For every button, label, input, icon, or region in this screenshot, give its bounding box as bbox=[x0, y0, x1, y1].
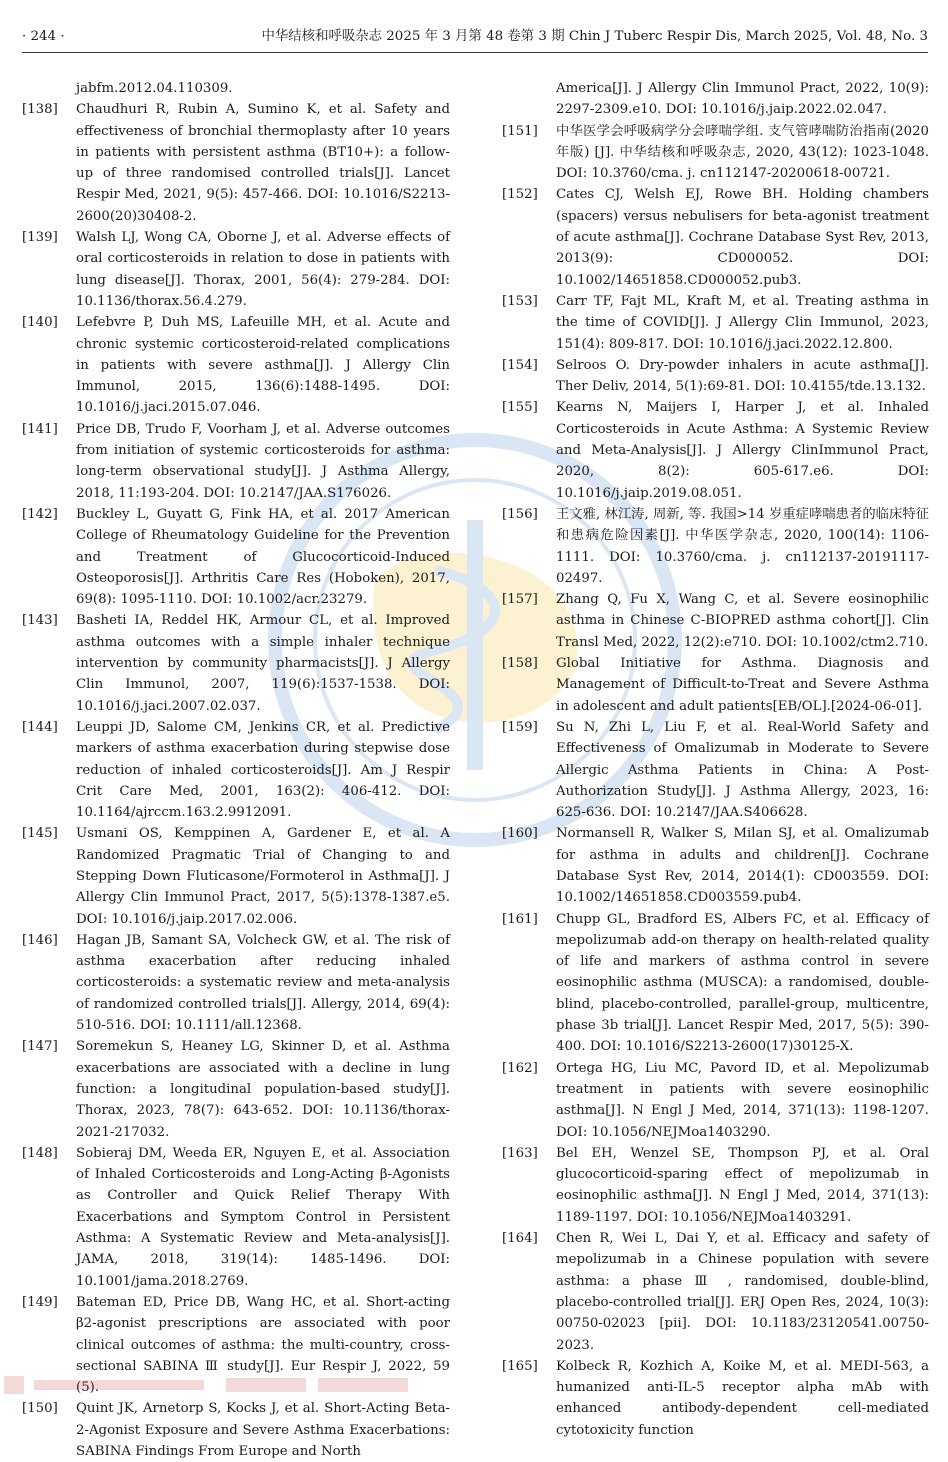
reference-text: Bateman ED, Price DB, Wang HC, et al. Short-acting β2-agonist prescriptions are associated with poor clinical outcomes of asthma: the multi-country, cross-sectional SABINA Ⅲ study[J]. Eur Respir J, 2022, 59 (5). bbox=[76, 1294, 450, 1396]
reference-number: [154] bbox=[502, 357, 538, 373]
reference-text: 王文雅, 林江涛, 周新, 等. 我国>14 岁重症哮喘患者的临床特征和患病危险因素[J]. 中华医学杂志, 2020, 100(14): 1106-1111. DOI: 10.3760/cma. j. cn112137-20191117-02497. bbox=[556, 506, 929, 586]
reference-item bbox=[22, 1036, 450, 1142]
reference-item bbox=[502, 504, 929, 589]
reference-item bbox=[502, 653, 929, 717]
reference-text: Chaudhuri R, Rubin A, Sumino K, et al. Safety and effectiveness of bronchial thermoplasty after 10 years in patients with persistent asthma (BT10+): a follow-up of three randomised controlled trials[J]. Lancet Respir Med, 2021, 9(5): 457-466. DOI: 10.1016/S2213-2600(20)30408-2. bbox=[76, 102, 450, 224]
reference-number: [141] bbox=[22, 421, 58, 437]
reference-text: Global Initiative for Asthma. Diagnosis and Management of Difficult-to-Treat and Severe Asthma in adolescent and adult patients[EB/OL].[2024-06-01]. bbox=[556, 656, 929, 714]
reference-number: [152] bbox=[502, 187, 538, 203]
reference-text: Sobieraj DM, Weeda ER, Nguyen E, et al. Association of Inhaled Corticosteroids and Long-Acting β-Agonists as Controller and Quick Relief Therapy With Exacerbations and Symptom Control in Persistent Asthma: A Systematic Review and Meta-analysis[J]. JAMA, 2018, 319(14): 1485-1496. DOI: 10.1001/jama.2018.2769. bbox=[76, 1145, 450, 1289]
reference-item bbox=[22, 823, 450, 929]
reference-item bbox=[22, 227, 450, 312]
reference-number: [146] bbox=[22, 932, 58, 948]
reference-text: Usmani OS, Kemppinen A, Gardener E, et al. A Randomized Pragmatic Trial of Changing to and Stepping Down Fluticasone/Formoterol in Asthma[J]. J Allergy Clin Immunol Pract, 2017, 5(5):1378-1387.e5. DOI: 10.1016/j.jaip.2017.02.006. bbox=[76, 826, 450, 927]
reference-text: Su N, Zhi L, Liu F, et al. Real-World Safety and Effectiveness of Omalizumab in Moderate to Severe Allergic Asthma Patients in China: A Post-Authorization Study[J]. J Asthma Allergy, 2023, 16: 625-636. DOI: 10.2147/JAA.S406628. bbox=[556, 719, 929, 821]
reference-number: [151] bbox=[502, 123, 538, 139]
reference-number: [148] bbox=[22, 1145, 58, 1161]
reference-text: Zhang Q, Fu X, Wang C, et al. Severe eosinophilic asthma in Chinese C-BIOPRED asthma cohort[J]. Clin Transl Med, 2022, 12(2):e710. DOI: 10.1002/ctm2.710. bbox=[556, 592, 929, 650]
reference-text: Soremekun S, Heaney LG, Skinner D, et al. Asthma exacerbations are associated with a decline in lung function: a longitudinal population-based study[J]. Thorax, 2023, 78(7): 643-652. DOI: 10.1136/thorax-2021-217032. bbox=[76, 1039, 450, 1140]
reference-text: Chupp GL, Bradford ES, Albers FC, et al. Efficacy of mepolizumab add-on therapy on health-related quality of life and markers of asthma control in severe eosinophilic asthma (MUSCA): a randomised, double-blind, placebo-controlled, parallel-group, multicentre, phase 3b trial[J]. Lancet Respir Med, 2017, 5(5): 390-400. DOI: 10.1016/S2213-2600(17)30125-X. bbox=[556, 911, 929, 1055]
reference-number: [162] bbox=[502, 1060, 538, 1076]
reference-item bbox=[502, 823, 929, 908]
reference-text: Kolbeck R, Kozhich A, Koike M, et al. MEDI-563, a humanized anti-IL-5 receptor alpha mAb with enhanced antibody-dependent cell-mediated cytotoxicity function bbox=[556, 1358, 929, 1438]
reference-item bbox=[502, 397, 929, 503]
reference-item bbox=[22, 504, 450, 610]
reference-number: [142] bbox=[22, 506, 58, 522]
reference-item bbox=[502, 1228, 929, 1356]
reference-number: [143] bbox=[22, 613, 58, 629]
reference-text: Chen R, Wei L, Dai Y, et al. Efficacy and safety of mepolizumab in a Chinese population with severe asthma: a phase Ⅲ , randomised, double-blind, placebo-controlled trial[J]. ERJ Open Res, 2024, 10(3): 00750-02023 [pii]. DOI: 10.1183/23120541.00750-2023. bbox=[556, 1231, 929, 1353]
page-header bbox=[22, 26, 928, 48]
reference-text: Ortega HG, Liu MC, Pavord ID, et al. Mepolizumab treatment in patients with severe eosinophilic asthma[J]. N Engl J Med, 2014, 371(13): 1198-1207. DOI: 10.1056/NEJMoa1403290. bbox=[556, 1060, 929, 1140]
reference-number: [161] bbox=[502, 911, 538, 927]
reference-text: Quint JK, Arnetorp S, Kocks J, et al. Short-Acting Beta-2-Agonist Exposure and Severe Asthma Exacerbations: SABINA Findings From Europe and North bbox=[76, 1401, 450, 1459]
reference-number: [156] bbox=[502, 506, 538, 522]
reference-item bbox=[502, 184, 929, 290]
reference-number: [155] bbox=[502, 400, 538, 416]
reference-number: [149] bbox=[22, 1294, 58, 1310]
reference-item bbox=[502, 589, 929, 653]
reference-item bbox=[502, 1058, 929, 1143]
reference-text: Carr TF, Fajt ML, Kraft M, et al. Treating asthma in the time of COVID[J]. J Allergy Clin Immunol, 2023, 151(4): 809-817. DOI: 10.1016/j.jaci.2022.12.800. bbox=[556, 293, 929, 352]
reference-number: [164] bbox=[502, 1231, 538, 1247]
reference-number: [139] bbox=[22, 230, 58, 246]
reference-number: [147] bbox=[22, 1039, 58, 1055]
reference-text: Kearns N, Maijers I, Harper J, et al. Inhaled Corticosteroids in Acute Asthma: A Systemic Review and Meta-Analysis[J]. J Allergy ClinImmunol Pract, 2020, 8(2): 605-617.e6. DOI: 10.1016/j.jaip.2019.08.051. bbox=[556, 400, 929, 501]
reference-item bbox=[22, 312, 450, 418]
reference-number: [157] bbox=[502, 592, 538, 608]
reference-text: Leuppi JD, Salome CM, Jenkins CR, et al. Predictive markers of asthma exacerbation during stepwise dose reduction of inhaled corticosteroids[J]. Am J Respir Crit Care Med, 2001, 163(2): 406-412. DOI: 10.1164/ajrccm.163.2.9912091. bbox=[76, 719, 450, 821]
reference-item bbox=[502, 121, 929, 185]
reference-text: Cates CJ, Welsh EJ, Rowe BH. Holding chambers (spacers) versus nebulisers for beta-agonist treatment of acute asthma[J]. Cochrane Database Syst Rev, 2013, 2013(9): CD000052. DOI: 10.1002/14651858.CD000052.pub3. bbox=[556, 187, 929, 288]
reference-number: [145] bbox=[22, 826, 58, 842]
page-number: · 244 · bbox=[22, 29, 65, 44]
reference-item bbox=[502, 717, 929, 823]
reference-text: Selroos O. Dry-powder inhalers in acute asthma[J]. Ther Deliv, 2014, 5(1):69-81. DOI: 10.4155/tde.13.132. bbox=[556, 357, 929, 395]
reference-text: Bel EH, Wenzel SE, Thompson PJ, et al. Oral glucocorticoid-sparing effect of mepolizumab in eosinophilic asthma[J]. N Engl J Med, 2014, 371(13): 1189-1197. DOI: 10.1056/NEJMoa1403291. bbox=[556, 1145, 929, 1225]
reference-text: Basheti IA, Reddel HK, Armour CL, et al. Improved asthma outcomes with a simple inhaler technique intervention by community pharmacists[J]. J Allergy Clin Immunol, 2007, 119(6):1537-1538. DOI: 10.1016/j.jaci.2007.02.037. bbox=[76, 613, 450, 714]
reference-item bbox=[22, 1143, 450, 1292]
reference-item bbox=[502, 1143, 929, 1228]
reference-item bbox=[22, 1398, 450, 1462]
reference-item bbox=[22, 930, 450, 1036]
reference-item bbox=[502, 291, 929, 355]
reference-item bbox=[22, 717, 450, 823]
reference-text: 中华医学会呼吸病学分会哮喘学组. 支气管哮喘防治指南(2020 年版) [J]. 中华结核和呼吸杂志, 2020, 43(12): 1023-1048. DOI: 10.3760/cma. j. cn112147-20200618-00721. bbox=[556, 123, 929, 182]
journal-citation-line: 中华结核和呼吸杂志 2025 年 3 月第 48 卷第 3 期 Chin J Tuberc Respir Dis, March 2025, Vol. 48, No. 3 bbox=[261, 29, 928, 44]
reference-item bbox=[22, 78, 450, 99]
references-column-left bbox=[22, 78, 450, 1462]
reference-text: Price DB, Trudo F, Voorham J, et al. Adverse outcomes from initiation of systemic corticosteroids for asthma: long-term observational study[J]. J Asthma Allergy, 2018, 11:193-204. DOI: 10.2147/JAA.S176026. bbox=[76, 421, 450, 501]
reference-item bbox=[22, 1292, 450, 1398]
reference-text: Lefebvre P, Duh MS, Lafeuille MH, et al. Acute and chronic systemic corticosteroid-related complications in patients with severe asthma[J]. J Allergy Clin Immunol, 2015, 136(6):1488-1495. DOI: 10.1016/j.jaci.2015.07.046. bbox=[76, 315, 450, 416]
reference-item bbox=[502, 1356, 929, 1441]
header-rule bbox=[22, 52, 928, 53]
reference-item bbox=[22, 99, 450, 227]
reference-number: [150] bbox=[22, 1401, 58, 1417]
reference-text: America[J]. J Allergy Clin Immunol Pract, 2022, 10(9): 2297-2309.e10. DOI: 10.1016/j.jaip.2022.02.047. bbox=[556, 81, 929, 118]
reference-number: [160] bbox=[502, 826, 538, 842]
reference-number: [153] bbox=[502, 293, 538, 309]
reference-number: [144] bbox=[22, 719, 58, 735]
reference-item bbox=[502, 355, 929, 398]
reference-number: [165] bbox=[502, 1358, 538, 1374]
reference-number: [158] bbox=[502, 656, 538, 672]
reference-text: Walsh LJ, Wong CA, Oborne J, et al. Adverse effects of oral corticosteroids in relation to dose in patients with lung disease[J]. Thorax, 2001, 56(4): 279-284. DOI: 10.1136/thorax.56.4.279. bbox=[76, 230, 450, 309]
reference-item bbox=[22, 419, 450, 504]
reference-text: Buckley L, Guyatt G, Fink HA, et al. 2017 American College of Rheumatology Guideline for the Prevention and Treatment of Glucocorticoid-Induced Osteoporosis[J]. Arthritis Care Res (Hoboken), 2017, 69(8): 1095-1110. DOI: 10.1002/acr.23279. bbox=[76, 506, 450, 608]
reference-item bbox=[502, 78, 929, 121]
reference-item bbox=[502, 909, 929, 1058]
reference-text: Hagan JB, Samant SA, Volcheck GW, et al. The risk of asthma exacerbation after reducing inhaled corticosteroids: a systematic review and meta-analysis of randomized controlled trials[J]. Allergy, 2014, 69(4): 510-516. DOI: 10.1111/all.12368. bbox=[76, 932, 450, 1034]
reference-text: jabfm.2012.04.110309. bbox=[76, 81, 233, 96]
reference-text: Normansell R, Walker S, Milan SJ, et al. Omalizumab for asthma in adults and children[J]. Cochrane Database Syst Rev, 2014, 2014(1): CD003559. DOI: 10.1002/14651858.CD003559.pub4. bbox=[556, 826, 929, 906]
reference-item bbox=[22, 610, 450, 716]
reference-number: [159] bbox=[502, 719, 538, 735]
reference-number: [138] bbox=[22, 102, 58, 118]
reference-number: [140] bbox=[22, 315, 58, 331]
references-column-right bbox=[502, 78, 929, 1441]
reference-number: [163] bbox=[502, 1145, 538, 1161]
